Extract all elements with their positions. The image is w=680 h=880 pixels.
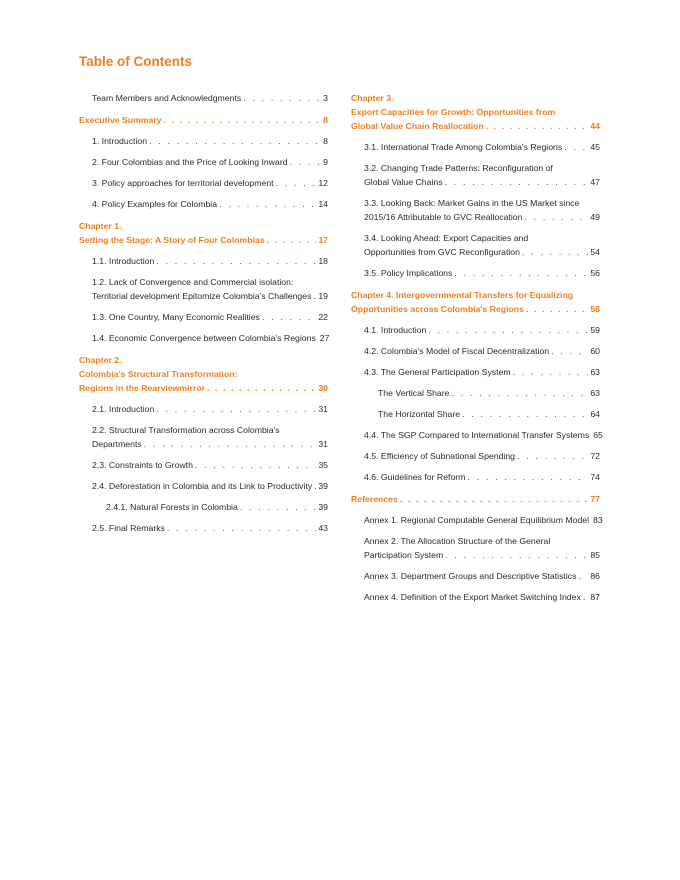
toc-entry-title: Departments [92, 439, 142, 449]
toc-entry[interactable] [79, 500, 328, 514]
dot-leader [513, 365, 589, 379]
toc-entry-title: Annex 4. Definition of the Export Market Switching Index [364, 592, 581, 602]
toc-entry-title-line: 3.4. Looking Ahead: Export Capacities and [364, 233, 529, 243]
toc-entry-title: 4. Policy Examples for Colombia [92, 199, 218, 209]
toc-entry[interactable] [79, 479, 328, 493]
toc-entry-title: 2015/16 Attributable to GVC Reallocation [364, 212, 523, 222]
toc-entry[interactable] [351, 266, 600, 280]
toc-page-number: 18 [318, 256, 328, 266]
toc-page-number: 86 [590, 571, 600, 581]
toc-chapter-entry[interactable] [79, 353, 328, 395]
toc-page-number: 63 [590, 367, 600, 377]
dot-leader [522, 245, 588, 259]
toc-entry[interactable] [79, 331, 328, 345]
toc-entry[interactable] [79, 155, 328, 169]
toc-entry[interactable] [351, 590, 600, 604]
toc-entry-title-line: Chapter 4. Intergovernmental Transfers for Equalizing [351, 290, 574, 300]
dot-leader [526, 302, 588, 316]
toc-entry-title: References [351, 494, 398, 504]
toc-entry-title-line: Chapter 1. [79, 221, 122, 231]
toc-entry-title: 1. Introduction [92, 136, 148, 146]
dot-leader [219, 197, 316, 211]
toc-page-number: 19 [318, 291, 328, 301]
dot-leader [144, 437, 317, 451]
toc-entry[interactable] [79, 521, 328, 535]
toc-entry-title-line: Annex 2. The Allocation Structure of the General [364, 536, 551, 546]
toc-entry-title: 4.1. Introduction [364, 325, 427, 335]
toc-entry-title-line: Chapter 2. [79, 355, 122, 365]
toc-entry[interactable] [79, 402, 328, 416]
toc-entry-title: 4.6. Guidelines for Reform [364, 472, 466, 482]
dot-leader [445, 175, 589, 189]
dot-leader [207, 381, 316, 395]
toc-entry-title-line: Export Capacities for Growth: Opportunities from [351, 107, 556, 117]
toc-page-number: 72 [590, 451, 600, 461]
dot-leader [267, 233, 317, 247]
toc-entry-title: The Vertical Share [378, 388, 450, 398]
toc-entry[interactable] [79, 310, 328, 324]
toc-entry-title: Regions in the Rearviewmirror [79, 383, 206, 393]
toc-entry[interactable] [351, 534, 600, 562]
toc-page-number: 59 [590, 325, 600, 335]
toc-entry-title: Global Value Chain Reallocation [351, 121, 484, 131]
toc-entry[interactable] [79, 458, 328, 472]
toc-chapter-entry[interactable] [79, 113, 328, 127]
toc-entry[interactable] [351, 470, 600, 484]
toc-page-number: 45 [590, 142, 600, 152]
toc-entry-title: Annex 1. Regional Computable General Equilibrium Model [364, 515, 590, 525]
toc-entry-title: 4.3. The General Participation System [364, 367, 511, 377]
toc-page-number: 87 [590, 592, 600, 602]
toc-entry-title: 1.1. Introduction [92, 256, 155, 266]
dot-leader [164, 113, 322, 127]
toc-entry-title: 4.5. Efficiency of Subnational Spending [364, 451, 516, 461]
toc-entry[interactable] [79, 197, 328, 211]
toc-page-number: 49 [590, 212, 600, 222]
dot-leader [524, 210, 588, 224]
toc-entry-title: 4.4. The SGP Compared to International Transfer Systems [364, 430, 590, 440]
toc-entry-title: Territorial development Epitomize Colombia's Challenges [92, 291, 312, 301]
toc-entry-title: Global Value Chains [364, 177, 443, 187]
toc-entry-title: The Horizontal Share [378, 409, 461, 419]
toc-entry-title: 1.4. Economic Convergence between Colombia's Regions [92, 333, 316, 343]
toc-entry[interactable] [351, 365, 600, 379]
toc-page-number: 56 [590, 268, 600, 278]
toc-page-number: 60 [590, 346, 600, 356]
dot-leader [290, 155, 322, 169]
toc-entry[interactable] [351, 196, 600, 224]
toc-entry-title: 3. Policy approaches for territorial development [92, 178, 274, 188]
toc-page-number: 27 [319, 333, 330, 343]
toc-entry-title: 2.4. Deforestation in Colombia and its Link to Productivity [92, 481, 313, 491]
toc-page-number: 39 [318, 481, 328, 491]
toc-entry[interactable] [351, 140, 600, 154]
toc-entry-title-line: 3.2. Changing Trade Patterns: Reconfiguration of [364, 163, 553, 173]
toc-chapter-entry[interactable] [351, 492, 600, 506]
toc-page-number: 14 [318, 199, 328, 209]
toc-entry[interactable] [351, 161, 600, 189]
dot-leader [262, 310, 316, 324]
toc-entry-title: Opportunities from GVC Reconfiguration [364, 247, 520, 257]
dot-leader [462, 407, 588, 421]
dot-leader [156, 254, 316, 268]
toc-page-number: 47 [590, 177, 600, 187]
toc-entry[interactable] [79, 423, 328, 451]
toc-entry[interactable] [351, 569, 600, 583]
toc-page-number: 77 [590, 494, 600, 504]
toc-entry[interactable] [351, 344, 600, 358]
toc-entry-title: Participation System [364, 550, 444, 560]
dot-leader [167, 521, 316, 535]
toc-page-number: 74 [590, 472, 600, 482]
dot-leader [583, 590, 589, 604]
dot-leader [564, 140, 588, 154]
toc-page-number: 64 [590, 409, 600, 419]
dot-leader [314, 479, 316, 493]
toc-entry-title-line: Chapter 3. [351, 93, 394, 103]
dot-leader [467, 470, 588, 484]
toc-entry-title-line: 2.2. Structural Transformation across Colombia's [92, 425, 280, 435]
dot-leader [428, 323, 588, 337]
toc-page-number: 83 [593, 515, 603, 525]
dot-leader [517, 449, 588, 463]
toc-entry[interactable] [351, 386, 600, 400]
toc-entry-title-line: 3.3. Looking Back: Market Gains in the US Market since [364, 198, 580, 208]
toc-entry[interactable] [79, 91, 328, 105]
toc-entry-title: 2.1. Introduction [92, 404, 155, 414]
toc-chapter-entry[interactable] [79, 219, 328, 247]
toc-entry[interactable] [351, 407, 600, 421]
toc-page-number: 35 [318, 460, 328, 470]
toc-entry-title: 2.5. Final Remarks [92, 523, 165, 533]
toc-page-number: 39 [318, 502, 328, 512]
toc-entry-title: Annex 3. Department Groups and Descriptive Statistics [364, 571, 577, 581]
dot-leader [445, 548, 588, 562]
toc-entry-title: 2.4.1. Natural Forests in Colombia [106, 502, 238, 512]
toc-page-number: 85 [590, 550, 600, 560]
toc-entry-title: 2.3. Constraints to Growth [92, 460, 193, 470]
toc-page-number: 63 [590, 388, 600, 398]
dot-leader [195, 458, 316, 472]
toc-entry-title: 2. Four Colombias and the Price of Looking Inward [92, 157, 288, 167]
toc-page-number: 31 [318, 439, 328, 449]
toc-entry[interactable] [351, 323, 600, 337]
toc-page-number: 31 [318, 404, 328, 414]
toc-left-column [79, 91, 328, 535]
toc-chapter-entry[interactable] [351, 91, 600, 133]
toc-page-number: 9 [323, 157, 328, 167]
dot-leader [578, 569, 588, 583]
toc-page-number: 58 [590, 304, 600, 314]
toc-page-number: 65 [593, 430, 603, 440]
toc-entry[interactable] [79, 134, 328, 148]
toc-page-number: 12 [318, 178, 328, 188]
toc-entry-title: 3.1. International Trade Among Colombia's Regions [364, 142, 563, 152]
toc-page-number: 44 [590, 121, 600, 131]
dot-leader [243, 91, 321, 105]
toc-page-number: 8 [323, 136, 328, 146]
dot-leader [400, 492, 588, 506]
dot-leader [486, 119, 589, 133]
toc-page-number: 54 [590, 247, 600, 257]
toc-right-column [351, 91, 603, 604]
dot-leader [551, 344, 588, 358]
dot-leader [149, 134, 321, 148]
toc-entry[interactable] [351, 449, 600, 463]
toc-entry[interactable] [351, 231, 600, 259]
toc-page-number: 8 [323, 115, 328, 125]
toc-entry-title: 4.2. Colombia's Model of Fiscal Decentralization [364, 346, 550, 356]
toc-entry-title: 1.3. One Country, Many Economic Realities [92, 312, 260, 322]
dot-leader [276, 176, 317, 190]
toc-title: Table of Contents [79, 54, 192, 69]
toc-page-number: 30 [318, 383, 328, 393]
toc-entry-title: Executive Summary [79, 115, 162, 125]
toc-page-number: 3 [323, 93, 328, 103]
toc-entry-title: Opportunities across Colombia's Regions [351, 304, 524, 314]
toc-chapter-entry[interactable] [351, 288, 600, 316]
dot-leader [454, 266, 588, 280]
dot-leader [313, 289, 316, 303]
toc-entry-title-line: Colombia's Structural Transformation: [79, 369, 238, 379]
toc-entry[interactable] [351, 428, 603, 442]
dot-leader [451, 386, 588, 400]
toc-entry-title: 3.5. Policy Implications [364, 268, 453, 278]
toc-entry[interactable] [79, 275, 328, 303]
toc-entry-title: Team Members and Acknowledgments [92, 93, 242, 103]
toc-page-number: 17 [318, 235, 328, 245]
toc-entry[interactable] [79, 176, 328, 190]
toc-page-number: 43 [318, 523, 328, 533]
toc-entry-title-line: 1.2. Lack of Convergence and Commercial isolation: [92, 277, 294, 287]
toc-page-number: 22 [318, 312, 328, 322]
toc-entry-title: Setting the Stage: A Story of Four Colombias [79, 235, 265, 245]
toc-entry[interactable] [351, 513, 603, 527]
dot-leader [240, 500, 317, 514]
dot-leader [156, 402, 316, 416]
toc-entry[interactable] [79, 254, 328, 268]
